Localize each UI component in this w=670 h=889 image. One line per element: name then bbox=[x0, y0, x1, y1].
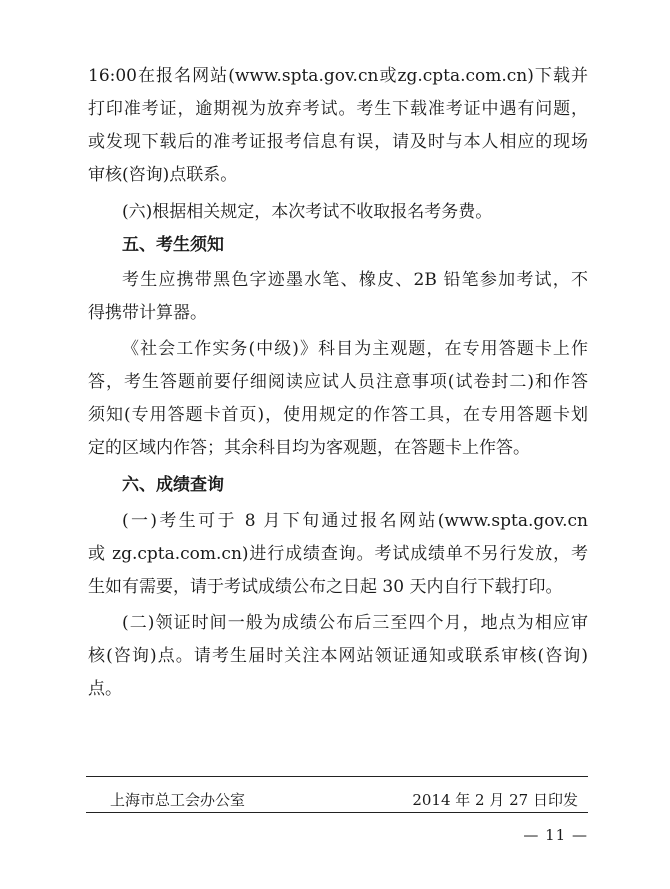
section-heading-score-query: 六、成绩查询 bbox=[122, 475, 224, 495]
text-line: 须知(专用答题卡首页)，使用规定的作答工具，在专用答题卡划 bbox=[88, 405, 588, 425]
text-line: 答，考生答题前要仔细阅读应试人员注意事项(试卷封二)和作答 bbox=[88, 372, 588, 392]
paragraph-certificate bbox=[88, 607, 588, 706]
text-line: 生如有需要，请于考试成绩公布之日起 30 天内自行下载打印。 bbox=[88, 577, 563, 597]
paragraph-exam-materials bbox=[88, 264, 588, 330]
text-line: 审核(咨询)点联系。 bbox=[88, 165, 238, 185]
text-line: 考生应携带黑色字迹墨水笔、橡皮、2B 铅笔参加考试，不 bbox=[122, 270, 588, 290]
paragraph-fee bbox=[88, 196, 588, 229]
paragraph-answer-rules bbox=[88, 333, 588, 465]
text-line: 打印准考证，逾期视为放弃考试。考生下载准考证中遇有问题， bbox=[88, 99, 588, 119]
footer-top-rule bbox=[86, 776, 588, 777]
text-line: 点。 bbox=[88, 679, 122, 699]
footer-issuer: 上海市总工会办公室 bbox=[110, 791, 246, 809]
text-line: 得携带计算器。 bbox=[88, 303, 207, 323]
footer-issue-date: 2014 年 2 月 27 日印发 bbox=[412, 791, 578, 809]
text-line: 或发现下载后的准考证报考信息有误，请及时与本人相应的现场 bbox=[88, 132, 588, 152]
text-line: (六)根据相关规定，本次考试不收取报名考务费。 bbox=[122, 202, 493, 222]
text-line: (一)考生可于 8 月下旬通过报名网站(www.spta.gov.cn bbox=[122, 511, 588, 531]
text-line: 或 zg.cpta.com.cn)进行成绩查询。考试成绩单不另行发放，考 bbox=[88, 544, 588, 564]
paragraph-admission-ticket bbox=[88, 60, 588, 192]
footer-bottom-rule bbox=[86, 812, 588, 813]
text-line: 16:00在报名网站(www.spta.gov.cn或zg.cpta.com.cn)下载并 bbox=[88, 66, 588, 86]
text-line: 核(咨询)点。请考生届时关注本网站领证通知或联系审核(咨询) bbox=[88, 646, 588, 666]
text-line: 定的区域内作答；其余科目均为客观题，在答题卡上作答。 bbox=[88, 438, 530, 458]
section-heading-exam-notice: 五、考生须知 bbox=[122, 235, 224, 255]
text-line: 《社会工作实务(中级)》科目为主观题，在专用答题卡上作 bbox=[122, 339, 588, 359]
text-line: (二)领证时间一般为成绩公布后三至四个月，地点为相应审 bbox=[122, 613, 588, 633]
paragraph-score-query bbox=[88, 505, 588, 604]
page-number: — 11 — bbox=[523, 826, 588, 844]
